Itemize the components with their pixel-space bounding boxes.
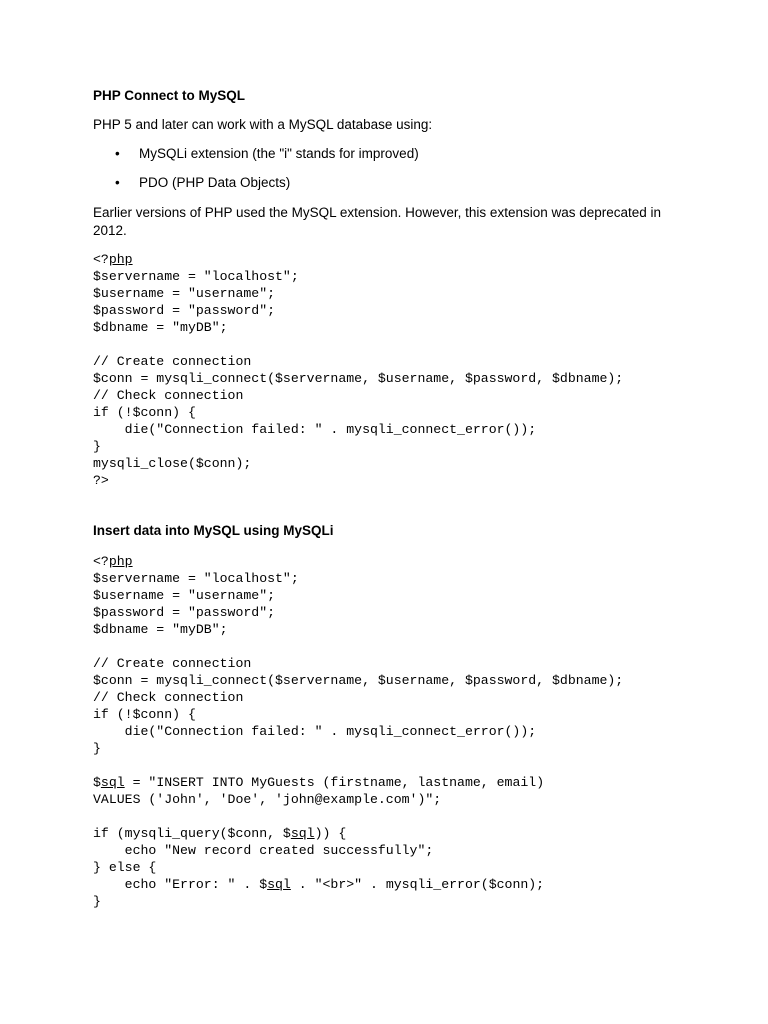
list-item-label: MySQLi extension (the "i" stands for improved) — [139, 146, 419, 161]
spellcheck-underline: sql — [290, 826, 315, 841]
spellcheck-underline: sql — [100, 775, 125, 790]
deprecation-note: Earlier versions of PHP used the MySQL extension. However, this extension was deprecated in 2012. — [93, 205, 662, 238]
code-block-insert: <?php $servername = "localhost"; $username = "username"; $password = "password"; $dbname = "myDB"; // Create connection $conn = mysqli_connect($servername, $username, $password, $dbname); // Check connection if (!$conn) { die("Connection failed: " . mysqli_connect_error()); } $sql = "INSERT INTO MyGuests (firstname, lastname, email) VALUES ('John', 'Doe', 'john@example.com')"; if (mysqli_query($conn, $sql)) { echo "New record created successfully"; } else { echo "Error: " . $sql . "<br>" . mysqli_error($conn); } — [93, 554, 624, 909]
section-title-insert: Insert data into MySQL using MySQLi — [93, 523, 334, 538]
list-item — [93, 174, 419, 203]
bullet-icon: • — [115, 175, 120, 190]
bullet-list — [93, 145, 419, 203]
list-item — [93, 145, 419, 174]
spellcheck-underline: php — [108, 252, 133, 267]
spellcheck-underline: php — [108, 554, 133, 569]
bullet-icon: • — [115, 146, 120, 161]
intro-paragraph: PHP 5 and later can work with a MySQL database using: — [93, 117, 433, 132]
section-title-connect: PHP Connect to MySQL — [93, 88, 246, 103]
list-item-label: PDO (PHP Data Objects) — [139, 175, 291, 190]
code-block-connect: <?php $servername = "localhost"; $username = "username"; $password = "password"; $dbname = "myDB"; // Create connection $conn = mysqli_connect($servername, $username, $password, $dbname); // Check connection if (!$conn) { die("Connection failed: " . mysqli_connect_error()); } mysqli_close($conn); ?> — [93, 252, 624, 488]
spellcheck-underline: sql — [267, 877, 291, 892]
